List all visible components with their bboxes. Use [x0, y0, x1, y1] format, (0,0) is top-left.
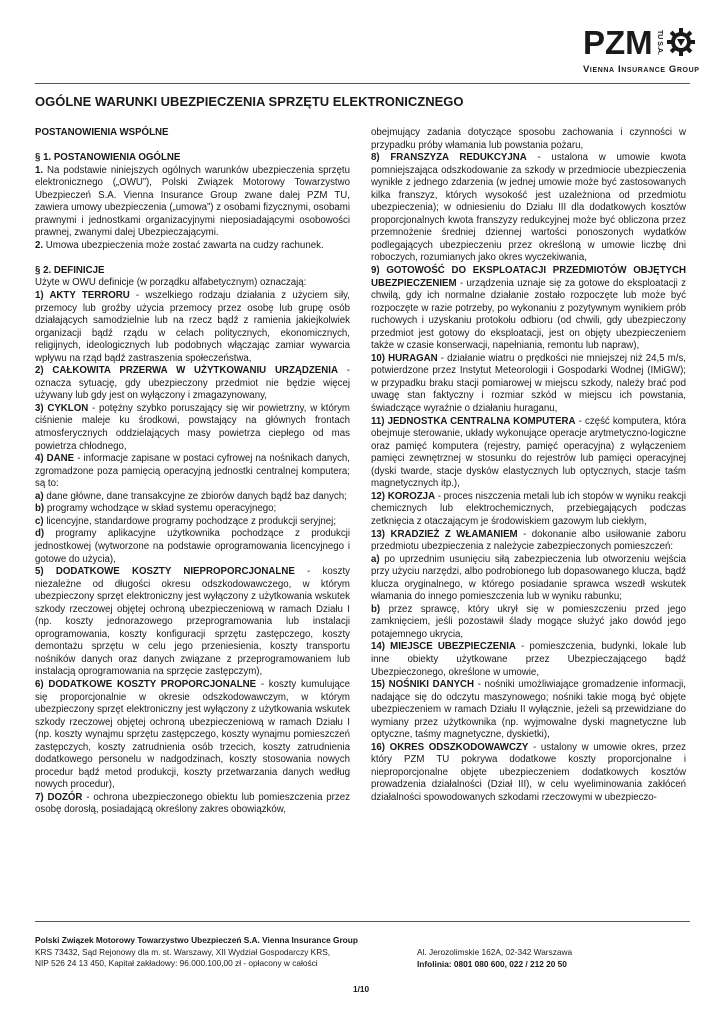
paragraph-p8: 3) CYKLON - potężny szybko poruszający się wir powietrzny, w którym ciśnienie maleje ku środkowi, powstający na głównych frontach atmosferycznych oddzielających masy powietrza ciepłego od mas powietrza chłodnego,	[35, 402, 350, 452]
logo-tu-text: TU S.A.	[656, 29, 663, 55]
logo-group-text: Vienna Insurance Group	[583, 64, 700, 75]
footer-nip: NIP 526 24 13 450, Kapitał zakładowy: 96.000.100,00 zł - opłacony w całości	[35, 958, 318, 968]
paragraph-p7: 2) CAŁKOWITA PRZERWA W UŻYTKOWANIU URZĄDZENIA - oznacza sytuację, gdy ubezpieczony przedmiot nie będzie więcej używany lub gdy jest on wyłączony i zmagazynowany,	[35, 365, 350, 402]
left-column	[35, 127, 350, 817]
pzm-logo	[583, 24, 700, 76]
paragraph-r2: 9) GOTOWOŚĆ DO EKSPLOATACJI PRZEDMIOTÓW OBJĘTYCH UBEZPIECZENIEM - urządzenia uznaje się za gotowe do eksploatacji z chwilą, gdy ich normalne działanie zostało rozpoczęte lub może być rozpoczęte w razie potrzeby, po wykonaniu z pozytywnym wynikiem prób ruchowych i uzyskaniu protokołu odbioru (od chwili, gdy ubezpieczony przedmiot jest gotowy do eksploatacji, jest on objęty ubezpieczeniem także w czasie konserwacji, napełniania, remontu lub napraw),	[371, 265, 686, 352]
paragraph-p14: 5) DODATKOWE KOSZTY NIEPROPORCJONALNE - koszty niezależne od długości okresu odszkodowawczego, w którym ubezpieczony sprzęt elektroniczny jest wyłączony z użytkowania wskutek szkody rzeczowej objętej ochroną ubezpieczeniową w ramach Działu I (np. koszty jednorazowego przeprogramowania lub instalacji oprogramowania, koszty konfiguracji sprzętu zastępczego, koszty demontażu sprzętu w celu jego przeniesienia, koszty transportu nośników danych oraz danych związane z przeprogramowaniem lub instalacją oprogramowania na sprzęcie zastępczym),	[35, 566, 350, 678]
paragraph-r8: b) przez sprawcę, który ukrył się w pomieszczeniu przed jego zamknięciem, jeśli pozostawił ślady mogące służyć jako dowód jego potajemnego ukrycia,	[371, 603, 686, 640]
paragraph-p10: a) dane główne, dane transakcyjne ze zbiorów danych bądź baz danych;	[35, 490, 347, 502]
paragraph-p1: § 1. POSTANOWIENIA OGÓLNE	[35, 152, 181, 164]
paragraph-p4: § 2. DEFINICJE	[35, 264, 105, 276]
paragraph-p15: 6) DODATKOWE KOSZTY PROPORCJONALNE - koszty kumulujące się proporcjonalnie w okresie odszkodowawczym, w którym ubezpieczony sprzęt elektroniczny jest wyłączony z użytkowania wskutek szkody rzeczowej objętej ochroną ubezpieczeniową w ramach Działu I (np. koszty wynajmu sprzętu zastępczego, koszty wynajmu pomieszczeń zastępczych, koszty zatrudnienia osób trzecich, koszty zatrudnienia dodatkowego personelu w nadgodzinach, koszty stosowania nowych procedur bądź metod produkcji, koszty przetwarzania danych według nowych procedur),	[35, 678, 350, 791]
paragraph-p0: POSTANOWIENIA WSPÓLNE	[35, 127, 169, 138]
paragraph-r3: 10) HURAGAN - działanie wiatru o prędkości nie mniejszej niż 24,5 m/s, potwierdzone przez Instytut Meteorologii i Gospodarki Wodnej (IMiGW); w przypadku braku stacji pomiarowej w miejscu szkody, należy brać pod uwagę stan faktyczny i rozmiar szkód w miejscu ich powstania, świadczące wyraźnie o działaniu huraganu,	[371, 352, 686, 415]
paragraph-p5: Użyte w OWU definicje (w porządku alfabetycznym) oznaczają:	[35, 277, 307, 289]
paragraph-p13: d) programy aplikacyjne użytkownika pochodzące z produkcji jednostkowej (wytworzone na podstawie oprogramowania licencyjnego i gotowe do użycia),	[35, 528, 350, 565]
footer-left	[35, 935, 358, 970]
paragraph-r0: obejmujący zadania dotyczące sposobu zachowania i czynności w przypadku próby włamania lub powstania pożaru,	[371, 127, 686, 151]
footer-right	[417, 947, 572, 970]
gear-icon	[667, 28, 695, 56]
logo-main-text: PZM	[583, 24, 653, 61]
paragraph-r5: 12) KOROZJA - proces niszczenia metali lub ich stopów w wyniku reakcji chemicznych lub elektrochemicznych, przebiegających podczas zetknięcia z otaczającym je środowiskiem gazowym lub ciekłym,	[371, 490, 686, 527]
paragraph-r4: 11) JEDNOSTKA CENTRALNA KOMPUTERA - część komputera, która obejmuje sterowanie, układy wykonujące operacje arytmetyczno-logiczne oraz pamięć komputera (rejestry, pamięć operacyjna) z wyłączeniem pamięci zewnętrznej w stosunku do rejestrów lub pamięci operacyjnej (dyski twarde, stacje dysków elastycznych lub optycznych, stacje taśm magnetycznych itp.),	[371, 415, 686, 490]
paragraph-r6: 13) KRADZIEŻ Z WŁAMANIEM - dokonanie albo usiłowanie zaboru przedmiotu ubezpieczenia z należycie zabezpieczonych pomieszczeń:	[371, 528, 686, 553]
paragraph-r9: 14) MIEJSCE UBEZPIECZENIA - pomieszczenia, budynki, lokale lub inne obiekty użytkowane przez Ubezpieczającego bądź Ubezpieczonego, określone w umowie,	[371, 641, 686, 678]
document-title: OGÓLNE WARUNKI UBEZPIECZENIA SPRZĘTU ELEKTRONICZNEGO	[35, 94, 464, 109]
paragraph-p2: 1. Na podstawie niniejszych ogólnych warunków ubezpieczenia sprzętu elektronicznego („OWU”), Polski Związek Motorowy Towarzystwo Ubezpieczeń S.A. Vienna Insurance Group zwane dalej PZM TU, zawiera umowy ubezpieczenia („umowa”) z osobami fizycznymi, osobami prawnymi i jednostkami organizacyjnymi nieposiadającymi osobowości prawnej, zwanymi dalej Ubezpieczającymi.	[35, 164, 350, 239]
paragraph-p11: b) programy wchodzące w skład systemu operacyjnego;	[35, 503, 277, 515]
footer-krs: KRS 73432, Sąd Rejonowy dla m. st. Warszawy, XII Wydział Gospodarczy KRS,	[35, 946, 331, 957]
paragraph-p12: c) licencyjne, standardowe programy pochodzące z produkcji seryjnej;	[35, 515, 337, 527]
page-number: 1/10	[353, 984, 370, 994]
right-column	[371, 127, 686, 805]
footer-address: Al. Jerozolimskie 162A, 02-342 Warszawa	[417, 947, 573, 957]
footer-company: Polski Związek Motorowy Towarzystwo Ubezpieczeń S.A. Vienna Insurance Group	[35, 935, 358, 945]
footer-infolinia: Infolinia: 0801 080 600, 022 / 212 20 50	[417, 958, 567, 969]
footer-rule	[35, 921, 690, 922]
header-rule	[35, 83, 690, 84]
paragraph-p16: 7) DOZÓR - ochrona ubezpieczonego obiektu lub pomieszczenia przez osobę dorosłą, posiadającą określony zakres obowiązków,	[35, 791, 350, 816]
paragraph-r10: 15) NOŚNIKI DANYCH - nośniki umożliwiające gromadzenie informacji, nadające się do odczytu maszynowego; nośniki takie mogą być objęte ubezpieczeniem w ramach Działu II wyłącznie, jeżeli są przewidziane do wymiany przez użytkownika (np. wyjmowalne dyski magnetyczne lub optyczne, taśmy magnetyczne, dyskietki),	[371, 679, 686, 741]
paragraph-r7: a) po uprzednim usunięciu siłą zabezpieczenia lub otworzeniu wejścia przy użyciu narzędzi, albo podrobionego lub dopasowanego klucza, bądź klucza oryginalnego, w którego posiadanie sprawca wszedł wskutek włamania do innego pomieszczenia lub w wyniku rabunku;	[371, 553, 686, 603]
paragraph-p9: 4) DANE - informacje zapisane w postaci cyfrowej na nośnikach danych, zgromadzone poza pamięcią operacyjną jednostki centralnej komputera; są to:	[35, 453, 350, 490]
paragraph-r1: 8) FRANSZYZA REDUKCYJNA - ustalona w umowie kwota pomniejszająca odszkodowanie za szkody w przedmiocie ubezpieczenia wynikłe z jednego zdarzenia (w jednej umowie może być zastosowanych kilka franszyz, których wysokość jest uzależniona od przedmiotu ubezpieczenia); w odniesieniu do Działu III dla dodatkowych kosztów proporcjonalnych kwota franszyzy redukcyjnej może być obliczona przez przemnożenie średniej dziennej wartości ponoszonych wydatków podlegających ubezpieczeniu przez określoną w umowie liczbę dni roboczych, rozumianych jako okres wyczekiwania,	[371, 152, 686, 264]
paragraph-r11: 16) OKRES ODSZKODOWAWCZY - ustalony w umowie okres, przez który PZM TU pokrywa dodatkowe koszty proporcjonalne i nieproporcjonalne objęte ubezpieczeniem dodatkowych kosztów prowadzenia działalności (Dział III), w celu wyeliminowania zakłóceń działalności spowodowanych szkodami rzeczowymi w ubezpieczo-	[371, 741, 686, 803]
paragraph-p3: 2. Umowa ubezpieczenia może zostać zawarta na cudzy rachunek.	[35, 239, 324, 251]
paragraph-p6: 1) AKTY TERRORU - wszelkiego rodzaju działania z użyciem siły, przemocy lub groźby użycia przemocy przez osobę lub grupę osób działających samodzielnie lub na rzecz bądź z ramienia jakiejkolwiek organizacji bądź rządu w celach politycznych, ekonomicznych, religijnych, ideologicznych lub podobnych włączając zamiar wywarcia wpływu na rząd bądź zastraszenia społeczeństwa,	[35, 290, 350, 364]
